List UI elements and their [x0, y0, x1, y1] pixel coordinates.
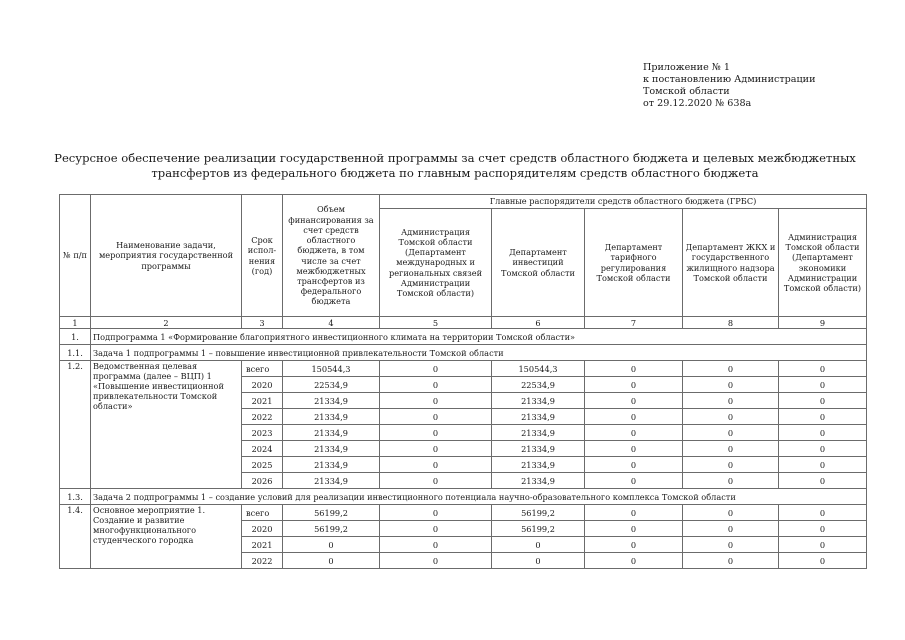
section-text: Задача 1 подпрограммы 1 – повышение инвестиционной привлекательности Томской области [91, 345, 867, 361]
cell-org5: 0 [779, 425, 867, 441]
cell-org5: 0 [779, 457, 867, 473]
cell-term: 2021 [242, 537, 283, 553]
header-org3: Департамент тарифного регулирования Томской области [585, 209, 683, 317]
col-number: 5 [380, 317, 492, 329]
cell-org1: 0 [380, 425, 492, 441]
cell-volume: 22534,9 [283, 377, 380, 393]
table-row [60, 505, 867, 521]
cell-org4: 0 [683, 425, 779, 441]
cell-volume: 21334,9 [283, 425, 380, 441]
cell-org3: 0 [585, 361, 683, 377]
col-number: 8 [683, 317, 779, 329]
col-number: 6 [492, 317, 585, 329]
cell-term: 2023 [242, 425, 283, 441]
cell-term: 2022 [242, 553, 283, 569]
cell-org3: 0 [585, 521, 683, 537]
header-org5: Администрация Томской области (Департамент экономики Администрации Томской области) [779, 209, 867, 317]
cell-term: всего [242, 361, 283, 377]
section-text: Подпрограмма 1 «Формирование благоприятного инвестиционного климата на территории Томской области» [91, 329, 867, 345]
cell-org3: 0 [585, 537, 683, 553]
cell-term: 2025 [242, 457, 283, 473]
cell-org4: 0 [683, 361, 779, 377]
cell-org4: 0 [683, 473, 779, 489]
title-line: трансфертов из федерального бюджета по главным распорядителям средств областного бюджета [151, 166, 759, 180]
header-grbs: Главные распорядители средств областного бюджета (ГРБС) [380, 195, 867, 209]
section-row [60, 489, 867, 505]
cell-term: 2020 [242, 521, 283, 537]
cell-term: 2021 [242, 393, 283, 409]
section-num: 1. [60, 329, 91, 345]
header-name: Наименование задачи, мероприятия государственной программы [91, 195, 242, 317]
cell-volume: 21334,9 [283, 441, 380, 457]
cell-org5: 0 [779, 537, 867, 553]
appendix-line: Томской области [643, 86, 730, 97]
cell-term: 2020 [242, 377, 283, 393]
header-term: Срок испол-нения (год) [242, 195, 283, 317]
cell-org1: 0 [380, 505, 492, 521]
cell-org4: 0 [683, 441, 779, 457]
cell-volume: 56199,2 [283, 505, 380, 521]
appendix-line: Приложение № 1 [643, 62, 731, 73]
cell-org4: 0 [683, 537, 779, 553]
cell-org2: 56199,2 [492, 505, 585, 521]
col-number: 2 [91, 317, 242, 329]
row-num: 1.2. [60, 361, 91, 489]
section-num: 1.3. [60, 489, 91, 505]
section-row [60, 329, 867, 345]
cell-org2: 0 [492, 553, 585, 569]
col-number: 3 [242, 317, 283, 329]
cell-volume: 0 [283, 553, 380, 569]
cell-org5: 0 [779, 553, 867, 569]
cell-org4: 0 [683, 457, 779, 473]
header-org4: Департамент ЖКХ и государственного жилищного надзора Томской области [683, 209, 779, 317]
row-num: 1.4. [60, 505, 91, 569]
cell-org4: 0 [683, 521, 779, 537]
section-row [60, 345, 867, 361]
cell-org4: 0 [683, 393, 779, 409]
header-volume: Объем финансирования за счет средств областного бюджета, в том числе за счет межбюджетных трансфертов из федерального бюджета [283, 195, 380, 317]
cell-org1: 0 [380, 457, 492, 473]
cell-org4: 0 [683, 409, 779, 425]
title-line: Ресурсное обеспечение реализации государственной программы за счет средств областного бюджета и целевых межбюджетных [54, 151, 856, 165]
col-number: 4 [283, 317, 380, 329]
cell-org1: 0 [380, 377, 492, 393]
appendix-block [643, 62, 815, 110]
cell-volume: 56199,2 [283, 521, 380, 537]
col-number: 7 [585, 317, 683, 329]
cell-org2: 22534,9 [492, 377, 585, 393]
cell-org5: 0 [779, 361, 867, 377]
row-name: Основное мероприятие 1. Создание и развитие многофункционального студенческого городка [91, 505, 242, 569]
appendix-line: к постановлению Администрации [643, 74, 816, 85]
cell-org1: 0 [380, 441, 492, 457]
cell-org1: 0 [380, 361, 492, 377]
cell-org2: 21334,9 [492, 457, 585, 473]
cell-volume: 21334,9 [283, 409, 380, 425]
cell-volume: 21334,9 [283, 473, 380, 489]
header-org1: Администрация Томской области (Департамент международных и региональных связей Администрации Томской области) [380, 209, 492, 317]
document-title [40, 151, 870, 181]
cell-volume: 21334,9 [283, 457, 380, 473]
resource-table [59, 194, 867, 569]
section-num: 1.1. [60, 345, 91, 361]
cell-org3: 0 [585, 393, 683, 409]
cell-org3: 0 [585, 473, 683, 489]
cell-org5: 0 [779, 473, 867, 489]
cell-volume: 21334,9 [283, 393, 380, 409]
cell-org3: 0 [585, 377, 683, 393]
col-number: 9 [779, 317, 867, 329]
cell-org5: 0 [779, 521, 867, 537]
cell-org2: 150544,3 [492, 361, 585, 377]
cell-org5: 0 [779, 505, 867, 521]
cell-org4: 0 [683, 553, 779, 569]
section-text: Задача 2 подпрограммы 1 – создание условий для реализации инвестиционного потенциала научно-образовательного комплекса Томской области [91, 489, 867, 505]
header-org2: Департамент инвестиций Томской области [492, 209, 585, 317]
cell-term: 2026 [242, 473, 283, 489]
cell-org5: 0 [779, 393, 867, 409]
cell-org3: 0 [585, 425, 683, 441]
cell-org4: 0 [683, 377, 779, 393]
row-name: Ведомственная целевая программа (далее – ВЦП) 1 «Повышение инвестиционной привлекательности Томской области» [91, 361, 242, 489]
cell-term: 2024 [242, 441, 283, 457]
cell-org2: 21334,9 [492, 473, 585, 489]
col-number: 1 [60, 317, 91, 329]
appendix-line: от 29.12.2020 № 638а [643, 98, 752, 109]
cell-volume: 0 [283, 537, 380, 553]
cell-org1: 0 [380, 521, 492, 537]
cell-org5: 0 [779, 441, 867, 457]
cell-org5: 0 [779, 377, 867, 393]
cell-org2: 0 [492, 537, 585, 553]
cell-org3: 0 [585, 553, 683, 569]
cell-org3: 0 [585, 409, 683, 425]
cell-org1: 0 [380, 393, 492, 409]
cell-org3: 0 [585, 457, 683, 473]
cell-org1: 0 [380, 473, 492, 489]
cell-volume: 150544,3 [283, 361, 380, 377]
cell-org5: 0 [779, 409, 867, 425]
cell-org1: 0 [380, 409, 492, 425]
cell-org2: 21334,9 [492, 409, 585, 425]
cell-org3: 0 [585, 505, 683, 521]
cell-org1: 0 [380, 537, 492, 553]
header-num: № п/п [60, 195, 91, 317]
cell-org2: 56199,2 [492, 521, 585, 537]
cell-org4: 0 [683, 505, 779, 521]
table-row [60, 361, 867, 377]
cell-org1: 0 [380, 553, 492, 569]
cell-term: всего [242, 505, 283, 521]
cell-org3: 0 [585, 441, 683, 457]
cell-org2: 21334,9 [492, 425, 585, 441]
cell-org2: 21334,9 [492, 441, 585, 457]
cell-term: 2022 [242, 409, 283, 425]
cell-org2: 21334,9 [492, 393, 585, 409]
